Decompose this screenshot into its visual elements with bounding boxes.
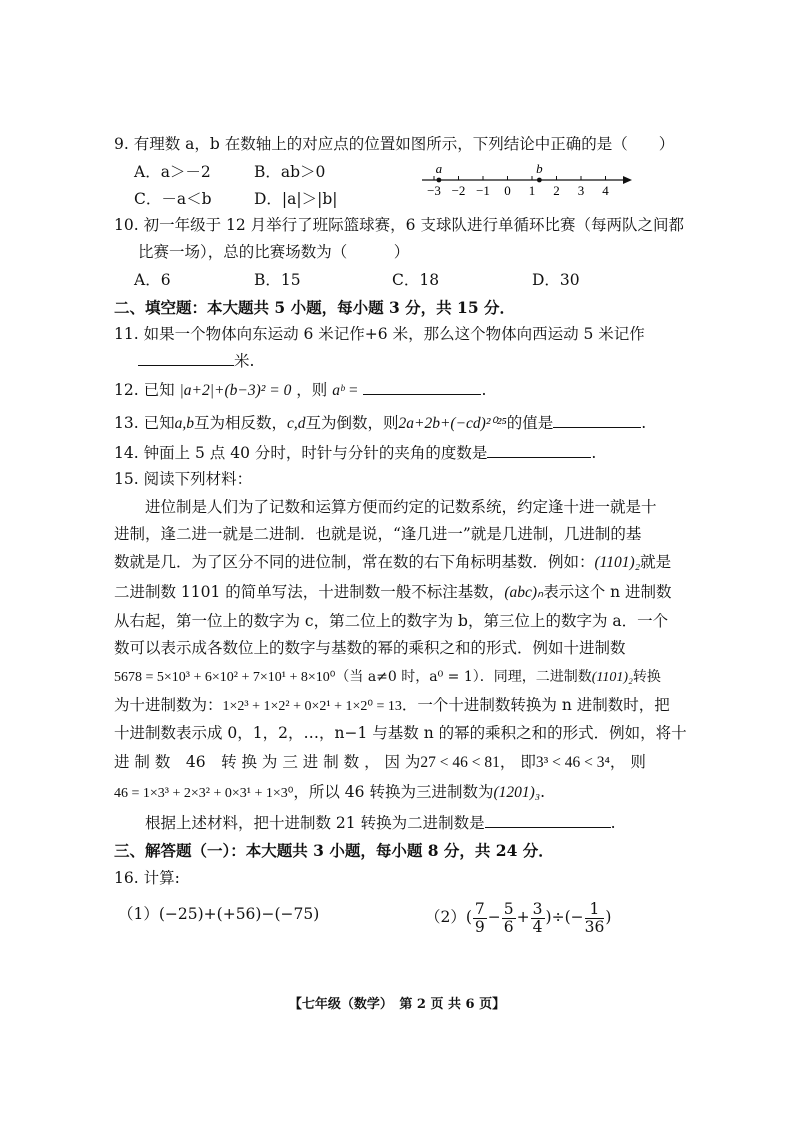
point-a [437, 178, 442, 183]
q13-vars1: a,b [174, 415, 194, 432]
q15-p8-end: ．一个十进制数转换为 n 进制数时，把 [401, 696, 670, 714]
q12-end: . [481, 381, 487, 399]
number-line-tick-label: 2 [553, 183, 560, 198]
page-footer: 【七年级（数学） 第 2 页 共 6 页】 [288, 997, 506, 1012]
q9-option-c[interactable]: C．－a＜b [134, 190, 212, 208]
q15-para-line11 [114, 782, 545, 804]
number-line-tick-label: 4 [602, 183, 609, 198]
number-line-figure [420, 158, 634, 200]
q15-p8-expansion: 1×2³ + 1×2² + 0×2¹ + 1×2⁰ = 13 [222, 699, 402, 714]
point-b-label: b [536, 161, 543, 176]
q16-part2-prefix: （2）( [425, 908, 472, 926]
q15-para-line7 [114, 667, 661, 688]
q15-para-line8 [114, 695, 670, 717]
q11-answer-blank[interactable] [138, 351, 234, 366]
q13-text3: 的值是 [506, 414, 554, 432]
q13-vars2: c,d [286, 415, 306, 432]
q10-option-d[interactable]: D．30 [532, 271, 580, 289]
q10-option-c[interactable]: C．18 [392, 271, 440, 289]
fraction-5-6: $\frac{5}{6}$ [503, 899, 514, 936]
q15-p12-end: . [610, 814, 616, 832]
q15-p10-text: 进 制 数 46 转 换 为 三 进 制 数 ， 因 为 [114, 753, 421, 771]
q15-para-line12 [145, 813, 616, 833]
q12-expression: |a+2|+(b−3)² = 0 [179, 382, 292, 399]
q15-p4-end: 表示这个 n 进制数 [543, 583, 672, 601]
q12-question: aᵇ = [332, 382, 359, 399]
q15-p8-text: 为十进制数为： [114, 696, 223, 714]
q14-answer-blank[interactable] [487, 443, 591, 458]
q15-p7-text: （当 a≠0 时，a⁰ = 1）．同理，二进制数 [335, 669, 592, 685]
q15-para-line4 [114, 582, 672, 603]
point-a-label: a [435, 161, 443, 176]
fraction-1-36: $\frac{1}{36}$ [584, 899, 605, 936]
q12-prefix: 12. 已知 [114, 381, 175, 399]
q12-answer-blank[interactable] [363, 380, 481, 395]
q10-line2: 比赛一场），总的比赛场数为（ ） [138, 243, 410, 261]
q15-p10-inequality: 27 < 46 < 81 [420, 754, 500, 771]
q10-line1: 10. 初一年级于 12 月举行了班际篮球赛，6 支球队进行单循环比赛（每两队之间都 [114, 216, 684, 234]
q15-para-line3 [114, 552, 671, 573]
q9-option-b[interactable]: B．ab＞0 [254, 163, 326, 181]
q15-p10-power-ineq: 3³ < 46 < 3⁴ [535, 754, 610, 771]
q14-end: . [591, 444, 597, 462]
q15-para-line9: 十进制数表示成 0，1，2，…，n−1 与基数 n 的幂的乘积之和的形式．例如，将十 [114, 724, 687, 742]
point-b [537, 178, 542, 183]
q15-p11-ternary: (1201)₃ [493, 784, 541, 801]
number-line-tick-label: −1 [476, 183, 490, 198]
number-line-arrow [623, 176, 632, 184]
q15-p11-end: . [540, 783, 546, 801]
q16-part2: （2）( $\frac{7}{9}$ − $\frac{5}{6}$ + $\frac{3}{4}$ )÷(− $\frac{1}{36}$ ) [425, 899, 612, 936]
q13-end: . [641, 414, 647, 432]
q16-part1: （1）(−25)+(+56)−(−75) [118, 905, 320, 923]
q15-para-line5: 从右起，第一位上的数字为 c，第二位上的数字为 b，第三位上的数字为 a．一个 [114, 612, 669, 630]
q15-p10-then: ， 则 [609, 753, 646, 771]
q12-line [114, 380, 486, 401]
q15-p4-abc: (abc)ₙ [504, 584, 544, 601]
q11-line1: 11. 如果一个物体向东运动 6 米记作+6 米，那么这个物体向西运动 5 米记作 [114, 325, 645, 343]
q12-middle: ，则 [296, 381, 328, 399]
q11-line2 [138, 351, 254, 371]
q15-p3-end: 就是 [640, 553, 672, 571]
q15-p3-binary: (1101)₂ [594, 554, 641, 571]
q15-para-line10 [114, 752, 646, 773]
q13-prefix: 13. 已知 [114, 414, 175, 432]
q10-option-b[interactable]: B．15 [254, 271, 301, 289]
q9-option-a[interactable]: A．a＞－2 [134, 163, 211, 181]
q16-title: 16. 计算: [114, 869, 180, 887]
number-line-tick-label: 1 [528, 183, 536, 198]
q15-p11-text: ，所以 46 转换为三进制数为 [293, 783, 494, 801]
number-line-tick-label: 0 [504, 183, 511, 198]
section3-heading: 三、解答题（一）：本大题共 3 小题，每小题 8 分，共 24 分． [114, 841, 554, 860]
q9-option-d[interactable]: D．|a|＞|b| [254, 190, 338, 208]
q15-p7-expansion: 5678 = 5×10³ + 6×10² + 7×10¹ + 8×10⁰ [114, 670, 336, 685]
q15-p3-text: 数就是几．为了区分不同的进位制，常在数的右下角标明基数．例如： [114, 553, 595, 571]
fraction-3-4: $\frac{3}{4}$ [532, 899, 543, 936]
fraction-7-9: $\frac{7}{9}$ [474, 899, 485, 936]
q15-title: 15. 阅读下列材料： [114, 470, 253, 488]
q15-para-line1: 进位制是人们为了记数和运算方便而约定的记数系统，约定逢十进一就是十 [145, 498, 657, 516]
q15-p7-end: 转换 [632, 669, 661, 685]
number-line-tick-label: −3 [427, 183, 441, 198]
q13-answer-blank[interactable] [553, 413, 641, 428]
number-line-tick-label: 3 [577, 183, 585, 198]
q15-p4-text: 二进制数 1101 的简单写法，十进制数一般不标注基数， [114, 583, 505, 601]
q14-text: 14. 钟面上 5 点 40 分时，时针与分针的夹角的度数是 [114, 444, 488, 462]
q13-expression: 2a+2b+(−cd)²⁰²⁵ [398, 415, 507, 432]
q14-line [114, 443, 596, 463]
q15-p11-expansion: 46 = 1×3³ + 2×3² + 0×3¹ + 1×3⁰ [114, 786, 294, 801]
q15-para-line2: 进制，逢二进一就是二进制．也就是说，“逢几进一”就是几进制，几进制的基 [114, 525, 642, 543]
q13-text2: 互为倒数，则 [305, 414, 399, 432]
q15-p12-text: 根据上述材料，把十进制数 21 转换为二进制数是 [145, 814, 485, 832]
number-line-tick-label: −2 [451, 183, 466, 198]
q11-unit: 米. [234, 352, 255, 370]
q13-text1: 互为相反数， [193, 414, 287, 432]
q15-p10-ie: ， 即 [499, 753, 536, 771]
section2-heading: 二、填空题：本大题共 5 小题，每小题 3 分，共 15 分． [114, 298, 516, 317]
q13-line [114, 413, 646, 434]
q10-option-a[interactable]: A．6 [134, 271, 171, 289]
q15-p7-binary: (1101)₂ [591, 670, 633, 685]
q15-para-line6: 数可以表示成各数位上的数字与基数的幂的乘积之和的形式．例如十进制数 [114, 639, 626, 657]
q9-stem: 9. 有理数 a，b 在数轴上的对应点的位置如图所示，下列结论中正确的是（ ） [114, 135, 675, 153]
q15-answer-blank[interactable] [485, 813, 611, 828]
